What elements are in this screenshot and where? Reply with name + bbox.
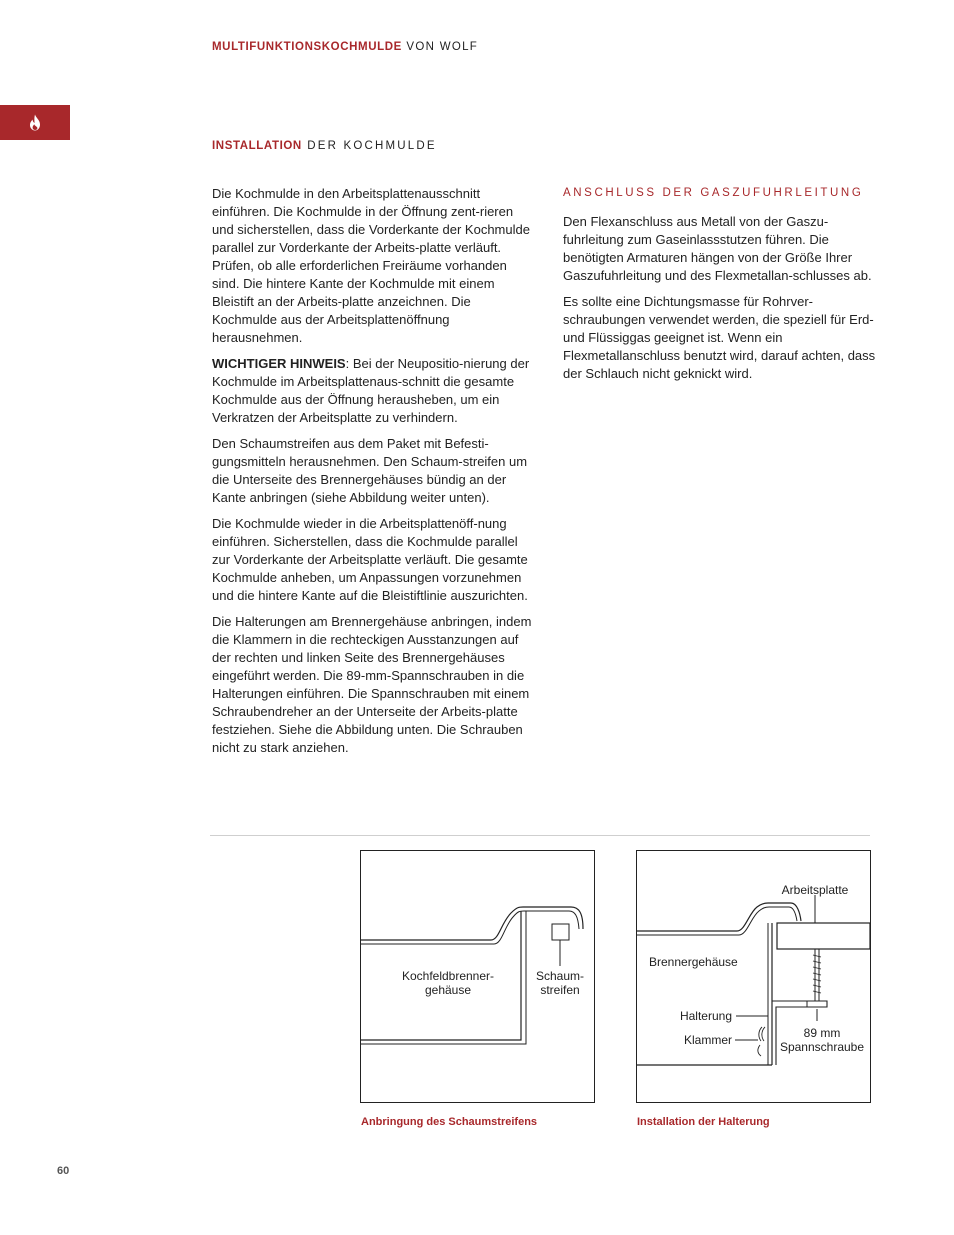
label-bracket: Halterung — [679, 1009, 732, 1023]
label-burner-housing: Brennergehäuse — [649, 955, 738, 969]
caption-foam-strip: Anbringung des Schaumstreifens — [361, 1116, 538, 1128]
header-product: MULTIFUNKTIONSKOCHMULDE — [212, 41, 402, 53]
bracket-diagram — [637, 851, 870, 1102]
paragraph-brackets: Die Halterungen am Brennergehäuse anbringen, indem die Klammern in die rechteckigen Ausstanzungen auf der rechten und linken Seite des Brennergehäuses eingeführt werden. Die 89-mm-Spannschrauben in die Halterungen einführen. Die Spannschrauben mit einem Schraubendreher an der Unterseite der Arbeits-platte festziehen. Siehe die Abbildung unten. Die Schrauben nicht zu stark anziehen. — [212, 614, 532, 755]
running-header — [212, 41, 478, 53]
label-countertop: Arbeitsplatte — [781, 883, 849, 897]
paragraph-foam-strip: Den Schaumstreifen aus dem Paket mit Befesti-gungsmitteln herausnehmen. Den Schaum-streifen um die Unterseite des Brennergehäuses bündig an der Kante anbringen (siehe Abbildung weiter unten). — [212, 436, 528, 505]
important-note-text: : Bei der Neupositio-nierung der Kochmulde im Arbeitsplattenaus-schnitt die gesamte Kochmulde aus der Öffnung herausheben, um ein Verkratzen der Arbeitsplatte zu verhindern. — [212, 356, 530, 425]
right-column — [563, 213, 881, 391]
figure-foam-strip — [360, 850, 595, 1103]
divider-rule — [210, 835, 870, 836]
section-title-bold: INSTALLATION — [212, 140, 302, 152]
section-title — [212, 140, 437, 152]
section-tab — [0, 105, 70, 140]
paragraph-insert: Die Kochmulde in den Arbeitsplattenausschnitt einführen. Die Kochmulde in der Öffnung zent-rieren und sicherstellen, dass die Vorderkante der Kochmulde parallel zur Vorderkante der Arbeits-platte verläuft. Prüfen, ob alle erforderlichen Freiräume vorhanden sind. Die hintere Kante der Kochmulde mit einem Bleistift an der Arbeits-platte anzeichnen. Die Kochmulde aus der Arbeitsplattenöffnung herausnehmen. — [212, 186, 530, 345]
label-clamp: Klammer — [683, 1033, 732, 1047]
label-burner-housing-line1: Kochfeldbrenner- — [401, 969, 495, 983]
important-note-label: WICHTIGER HINWEIS — [212, 356, 346, 371]
paragraph-important-note — [212, 355, 534, 427]
label-tension-screw: Spannschraube — [779, 1040, 865, 1054]
caption-bracket: Installation der Halterung — [637, 1116, 770, 1128]
label-burner-housing-line2: gehäuse — [424, 983, 472, 997]
left-column — [212, 185, 534, 765]
label-screw-size: 89 mm — [803, 1026, 841, 1040]
paragraph-sealant: Es sollte eine Dichtungsmasse für Rohrver-schraubungen verwendet werden, die speziell für Erd- und Flüssiggas geeignet ist. Wenn ein Flexmetallanschluss benutzt wird, darauf achten, dass der Schlauch nicht geknickt wird. — [563, 294, 876, 381]
flame-icon — [28, 114, 42, 131]
paragraph-flex-connector: Den Flexanschluss aus Metall von der Gaszu-fuhrleitung zum Gaseinlassstutzen führen. Die benötigten Armaturen hängen von der Größe Ihrer Gaszufuhrleitung und des Flexmetallan-schlusses ab. — [563, 214, 872, 283]
foam-strip-diagram — [361, 851, 594, 1102]
label-foam-strip-line1: Schaum- — [535, 969, 585, 983]
paragraph-reinsert: Die Kochmulde wieder in die Arbeitsplattenöff-nung einführen. Sicherstellen, dass die Kochmulde parallel zur Vorderkante der Arbeitsplatte verläuft. Die gesamte Kochmulde anheben, um Anpassungen vorzunehmen und die hintere Kante auf die Bleistiftlinie auszurichten. — [212, 516, 528, 603]
page-number: 60 — [57, 1165, 70, 1177]
label-foam-strip-line2: streifen — [540, 983, 580, 997]
gas-connection-heading: ANSCHLUSS DER GASZUFUHRLEITUNG — [563, 187, 864, 199]
figure-bracket-installation — [636, 850, 871, 1103]
header-brand: VON WOLF — [401, 41, 479, 53]
section-title-rest: DER KOCHMULDE — [301, 140, 437, 152]
